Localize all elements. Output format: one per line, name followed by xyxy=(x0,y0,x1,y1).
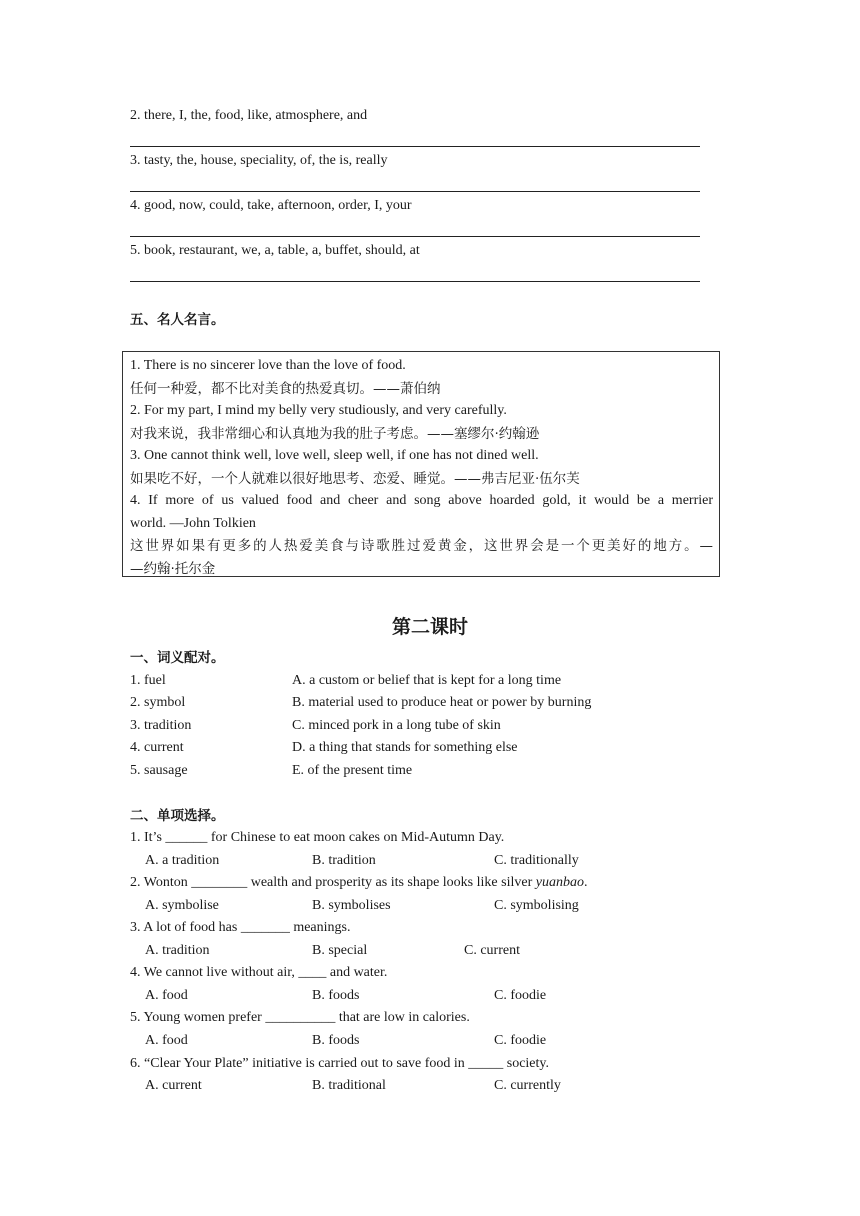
vocab-word: 1. fuel xyxy=(130,673,166,688)
question-3-stem: 3. A lot of food has _______ meanings. xyxy=(130,920,351,935)
quote-4-zh-line1: 这世界如果有更多的人热爱美食与诗歌胜过爱黄金，这世界会是一个更美好的地方。— xyxy=(130,538,713,554)
question-3-option-a: A. tradition xyxy=(145,943,210,958)
question-1-option-c: C. traditionally xyxy=(494,853,579,868)
quote-3-en: 3. One cannot think well, love well, sleep well, if one has not dined well. xyxy=(130,448,539,463)
quote-4-en-line2: world. —John Tolkien xyxy=(130,515,256,531)
question-2-option-c: C. symbolising xyxy=(494,898,579,913)
vocab-word: 3. tradition xyxy=(130,718,192,733)
quote-3-zh: 如果吃不好，一个人就难以很好地思考、恋爱、睡觉。——弗吉尼亚·伍尔芙 xyxy=(130,470,580,487)
question-2-option-a: A. symbolise xyxy=(145,898,219,913)
vocab-definition: D. a thing that stands for something else xyxy=(292,740,518,755)
section-heading-vocab: 一、词义配对。 xyxy=(130,650,225,666)
question-3-option-b: B. special xyxy=(312,943,368,958)
question-4-option-c: C. foodie xyxy=(494,988,547,1003)
question-2-stem-end: . xyxy=(583,875,588,890)
answer-line-5 xyxy=(130,281,700,282)
quote-4-en-line1: 4. If more of us valued food and cheer and song above hoarded gold, it would be a merrier xyxy=(130,493,713,508)
ordering-item-3: 3. tasty, the, house, speciality, of, the is, really xyxy=(130,153,388,168)
section-heading-choice: 二、单项选择。 xyxy=(130,808,225,824)
question-1-option-b: B. tradition xyxy=(312,853,376,868)
answer-line-3 xyxy=(130,191,700,192)
question-2-stem-italic: yuanbao xyxy=(535,875,584,890)
question-2-stem xyxy=(130,873,587,893)
question-5-option-b: B. foods xyxy=(312,1033,360,1048)
question-5-option-a: A. food xyxy=(145,1033,188,1048)
section-heading-quotes: 五、名人名言。 xyxy=(130,312,225,328)
question-2-stem-text: 2. Wonton ________ wealth and prosperity as its shape looks like silver xyxy=(130,875,536,890)
vocab-definition: E. of the present time xyxy=(292,763,413,778)
quote-1-en: 1. There is no sincerer love than the love of food. xyxy=(130,358,406,373)
quote-2-en: 2. For my part, I mind my belly very studiously, and very carefully. xyxy=(130,403,507,418)
quote-1-zh: 任何一种爱，都不比对美食的热爱真切。——萧伯纳 xyxy=(130,380,441,397)
question-3-option-c: C. current xyxy=(464,943,520,958)
vocab-definition: A. a custom or belief that is kept for a long time xyxy=(292,673,562,688)
ordering-item-4: 4. good, now, could, take, afternoon, order, I, your xyxy=(130,198,412,213)
quote-4-zh-line2: —约翰·托尔金 xyxy=(130,560,216,577)
question-4-stem: 4. We cannot live without air, ____ and water. xyxy=(130,965,388,980)
ordering-item-5: 5. book, restaurant, we, a, table, a, buffet, should, at xyxy=(130,243,420,258)
question-5-option-c: C. foodie xyxy=(494,1033,547,1048)
question-6-option-a: A. current xyxy=(145,1078,202,1093)
vocab-definition: C. minced pork in a long tube of skin xyxy=(292,718,501,733)
question-1-option-a: A. a tradition xyxy=(145,853,220,868)
vocab-word: 4. current xyxy=(130,740,184,755)
question-6-option-c: C. currently xyxy=(494,1078,561,1093)
vocab-definition: B. material used to produce heat or power by burning xyxy=(292,695,592,710)
question-6-stem: 6. “Clear Your Plate” initiative is carried out to save food in _____ society. xyxy=(130,1056,550,1071)
question-2-option-b: B. symbolises xyxy=(312,898,391,913)
quotes-box xyxy=(122,351,720,577)
question-4-option-a: A. food xyxy=(145,988,188,1003)
answer-line-4 xyxy=(130,236,700,237)
vocab-word: 2. symbol xyxy=(130,695,186,710)
question-1-stem: 1. It’s ______ for Chinese to eat moon cakes on Mid-Autumn Day. xyxy=(130,830,505,845)
vocab-word: 5. sausage xyxy=(130,763,188,778)
quote-2-zh: 对我来说，我非常细心和认真地为我的肚子考虑。——塞缪尔·约翰逊 xyxy=(130,425,540,442)
answer-line-2 xyxy=(130,146,700,147)
question-5-stem: 5. Young women prefer __________ that are low in calories. xyxy=(130,1010,470,1025)
question-4-option-b: B. foods xyxy=(312,988,360,1003)
lesson-title: 第二课时 xyxy=(391,616,468,638)
ordering-item-2: 2. there, I, the, food, like, atmosphere, and xyxy=(130,108,368,123)
question-6-option-b: B. traditional xyxy=(312,1078,386,1093)
